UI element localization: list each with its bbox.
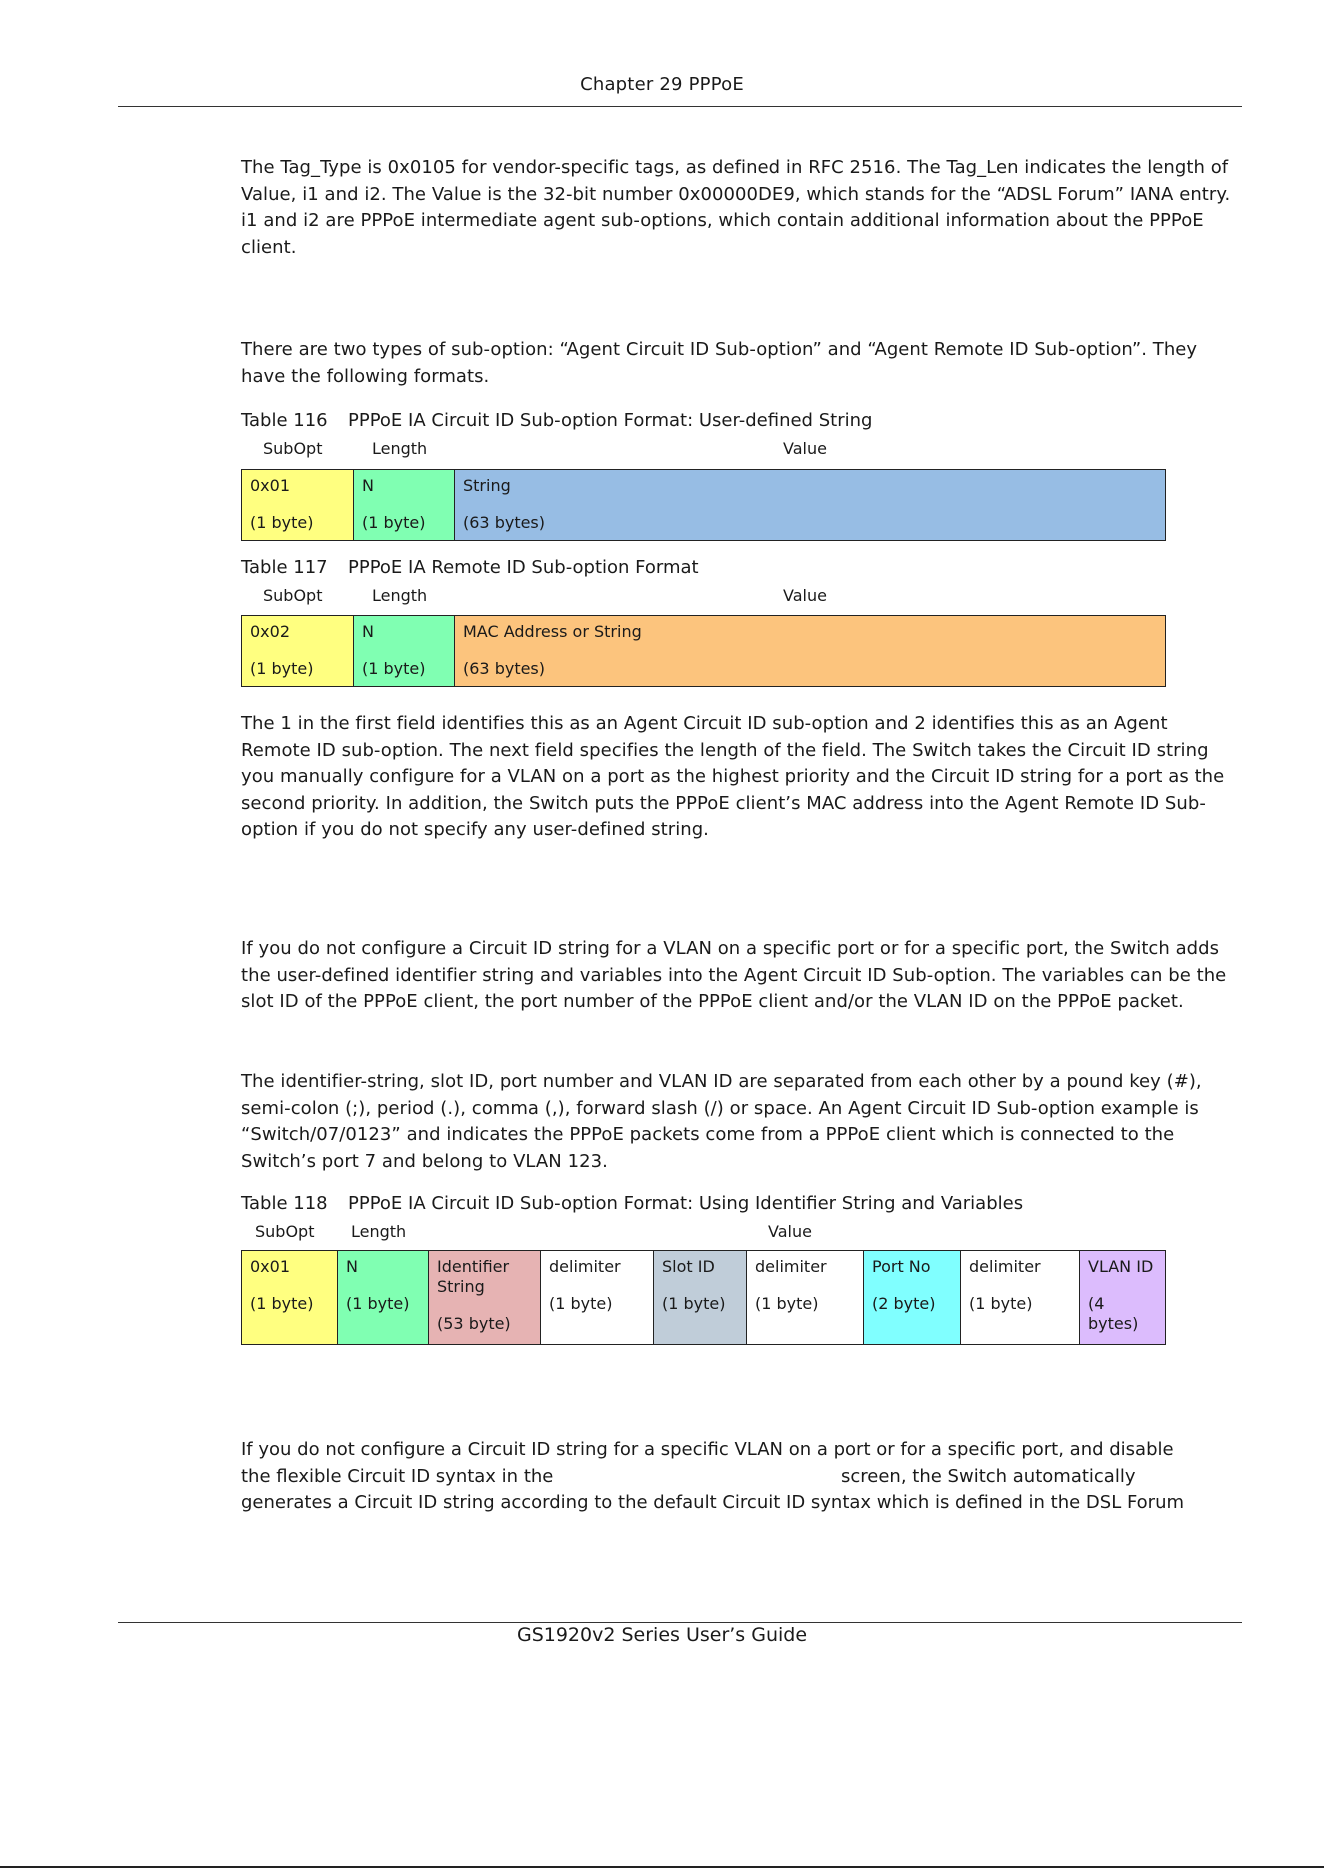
column-header-value: Value [783,439,827,458]
table-number: Table 118 [241,1193,328,1214]
port-no-cell: Port No (2 byte) [864,1251,961,1345]
vlan-id-cell: VLAN ID (4 bytes) [1080,1251,1166,1345]
paragraph-line-3: generates a Circuit ID string according to the default Circuit ID syntax which is defined in the DSL Forum [241,1492,1185,1513]
column-header-length: Length [372,586,428,605]
table-118-caption [241,1193,1023,1214]
length-cell: N (1 byte) [338,1251,429,1345]
paragraph-tag-type: The Tag_Type is 0x0105 for vendor-specific tags, as defined in RFC 2516. The Tag_Len indicates the length of Value, i1 and i2. The Value is the 32-bit number 0x00000DE9, which stands for the “ADSL Forum” IANA entry. i1 and i2 are PPPoE intermediate agent sub-options, which contain additional information about the PPPoE client. [241,157,1231,258]
page-header: Chapter 29 PPPoE [580,74,744,95]
footer-rule [118,1622,1242,1623]
table-title: PPPoE IA Remote ID Sub-option Format [348,557,699,578]
table-number: Table 116 [241,410,328,431]
paragraph-field-description: The 1 in the first field identifies this as an Agent Circuit ID sub-option and 2 identifies this as an Agent Remote ID sub-option. The next field specifies the length of the field. The Switch takes the Circuit ID string you manually configure for a VLAN on a port as the highest priority and the Circuit ID string for a port as the second priority. In addition, the Switch puts the PPPoE client’s MAC address into the Agent Remote ID Sub-option if you do not specify any user-defined string. [241,713,1225,840]
column-header-value: Value [768,1222,812,1241]
table-117 [241,615,1166,687]
page-footer: GS1920v2 Series User’s Guide [516,1624,808,1646]
paragraph-line-2-start: the flexible Circuit ID syntax in the [241,1465,554,1487]
delimiter-cell: delimiter (1 byte) [541,1251,654,1345]
table-116-caption [241,410,872,431]
table-number: Table 117 [241,557,328,578]
column-header-length: Length [372,439,428,458]
length-cell: N (1 byte) [354,470,455,541]
column-header-length: Length [351,1222,407,1241]
column-header-subopt: SubOpt [263,586,323,605]
table-116 [241,469,1166,541]
subopt-cell: 0x01 (1 byte) [242,1251,338,1345]
paragraph-sub-option-types: There are two types of sub-option: “Agent Circuit ID Sub-option” and “Agent Remote ID Sub-option”. They have the following formats. [241,339,1198,387]
value-cell: MAC Address or String (63 bytes) [455,616,1166,687]
column-header-subopt: SubOpt [263,439,323,458]
column-header-subopt: SubOpt [255,1222,315,1241]
paragraph-line-2-text: screen, the Switch automatically [841,1465,1136,1487]
paragraph-user-defined-string: If you do not configure a Circuit ID string for a VLAN on a specific port or for a specific port, the Switch adds the user-defined identifier string and variables into the Agent Circuit ID Sub-option. The variables can be the slot ID of the PPPoE client, the port number of the PPPoE client and/or the VLAN ID on the PPPoE packet. [241,938,1227,1012]
delimiter-cell: delimiter (1 byte) [747,1251,864,1345]
slot-id-cell: Slot ID (1 byte) [654,1251,747,1345]
paragraph-delimiters: The identifier-string, slot ID, port number and VLAN ID are separated from each other by a pound key (#), semi-colon (;), period (.), comma (,), forward slash (/) or space. An Agent Circuit ID Sub-option example is “Switch/07/0123” and indicates the PPPoE packets come from a PPPoE client which is connected to the Switch’s port 7 and belong to VLAN 123. [241,1071,1202,1172]
table-117-caption [241,557,699,578]
table-title: PPPoE IA Circuit ID Sub-option Format: Using Identifier String and Variables [348,1193,1024,1214]
table-118 [241,1250,1166,1345]
paragraph-line-2 [241,1464,1241,1491]
length-cell: N (1 byte) [354,616,455,687]
page-bottom-edge [0,1866,1324,1868]
paragraph-line-1: If you do not configure a Circuit ID string for a specific VLAN on a port or for a specific port, and disable [241,1439,1174,1460]
header-rule [118,106,1242,107]
value-cell: String (63 bytes) [455,470,1166,541]
subopt-cell: 0x01 (1 byte) [242,470,354,541]
column-header-value: Value [783,586,827,605]
table-title: PPPoE IA Circuit ID Sub-option Format: User-defined String [348,410,873,431]
delimiter-cell: delimiter (1 byte) [961,1251,1080,1345]
subopt-cell: 0x02 (1 byte) [242,616,354,687]
paragraph-default-syntax [241,1437,1241,1517]
identifier-string-cell: Identifier String (53 byte) [429,1251,541,1345]
